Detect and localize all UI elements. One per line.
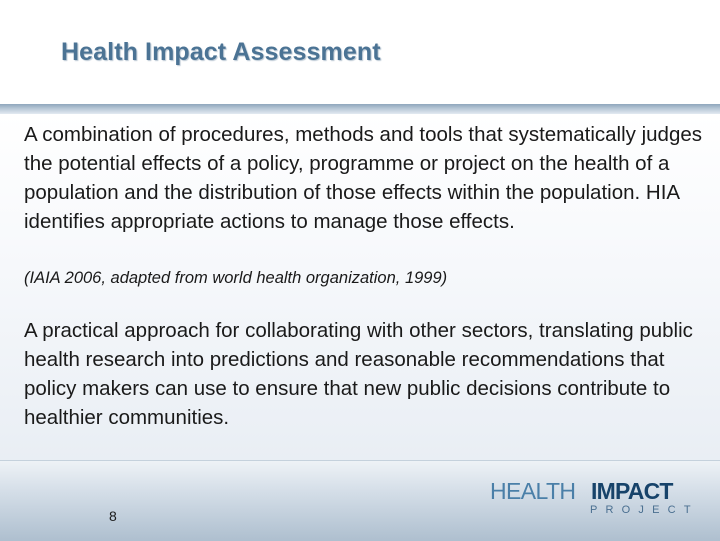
health-impact-project-logo bbox=[490, 478, 699, 519]
page-number: 8 bbox=[109, 508, 117, 524]
approach-paragraph: A practical approach for collaborating with other sectors, translating public health research into predictions and reasonable recommendations that policy makers can use to ensure that new public decisions contribute to healthier communities. bbox=[24, 319, 693, 429]
title-area bbox=[0, 0, 720, 104]
logo-word-impact: IMPACT bbox=[591, 478, 673, 504]
title-divider bbox=[0, 104, 720, 114]
definition-paragraph: A combination of procedures, methods and tools that systematically judges the potential effects of a policy, programme or project on the health of a population and the distribution of those effects within the population. HIA identifies appropriate actions to manage those effects. bbox=[24, 123, 703, 233]
logo-word-project: PROJECT bbox=[590, 504, 699, 516]
citation-text: (IAIA 2006, adapted from world health organization, 1999) bbox=[24, 269, 448, 287]
slide-title: Health Impact Assessment bbox=[61, 38, 381, 66]
logo-word-health: HEALTH bbox=[490, 478, 576, 504]
